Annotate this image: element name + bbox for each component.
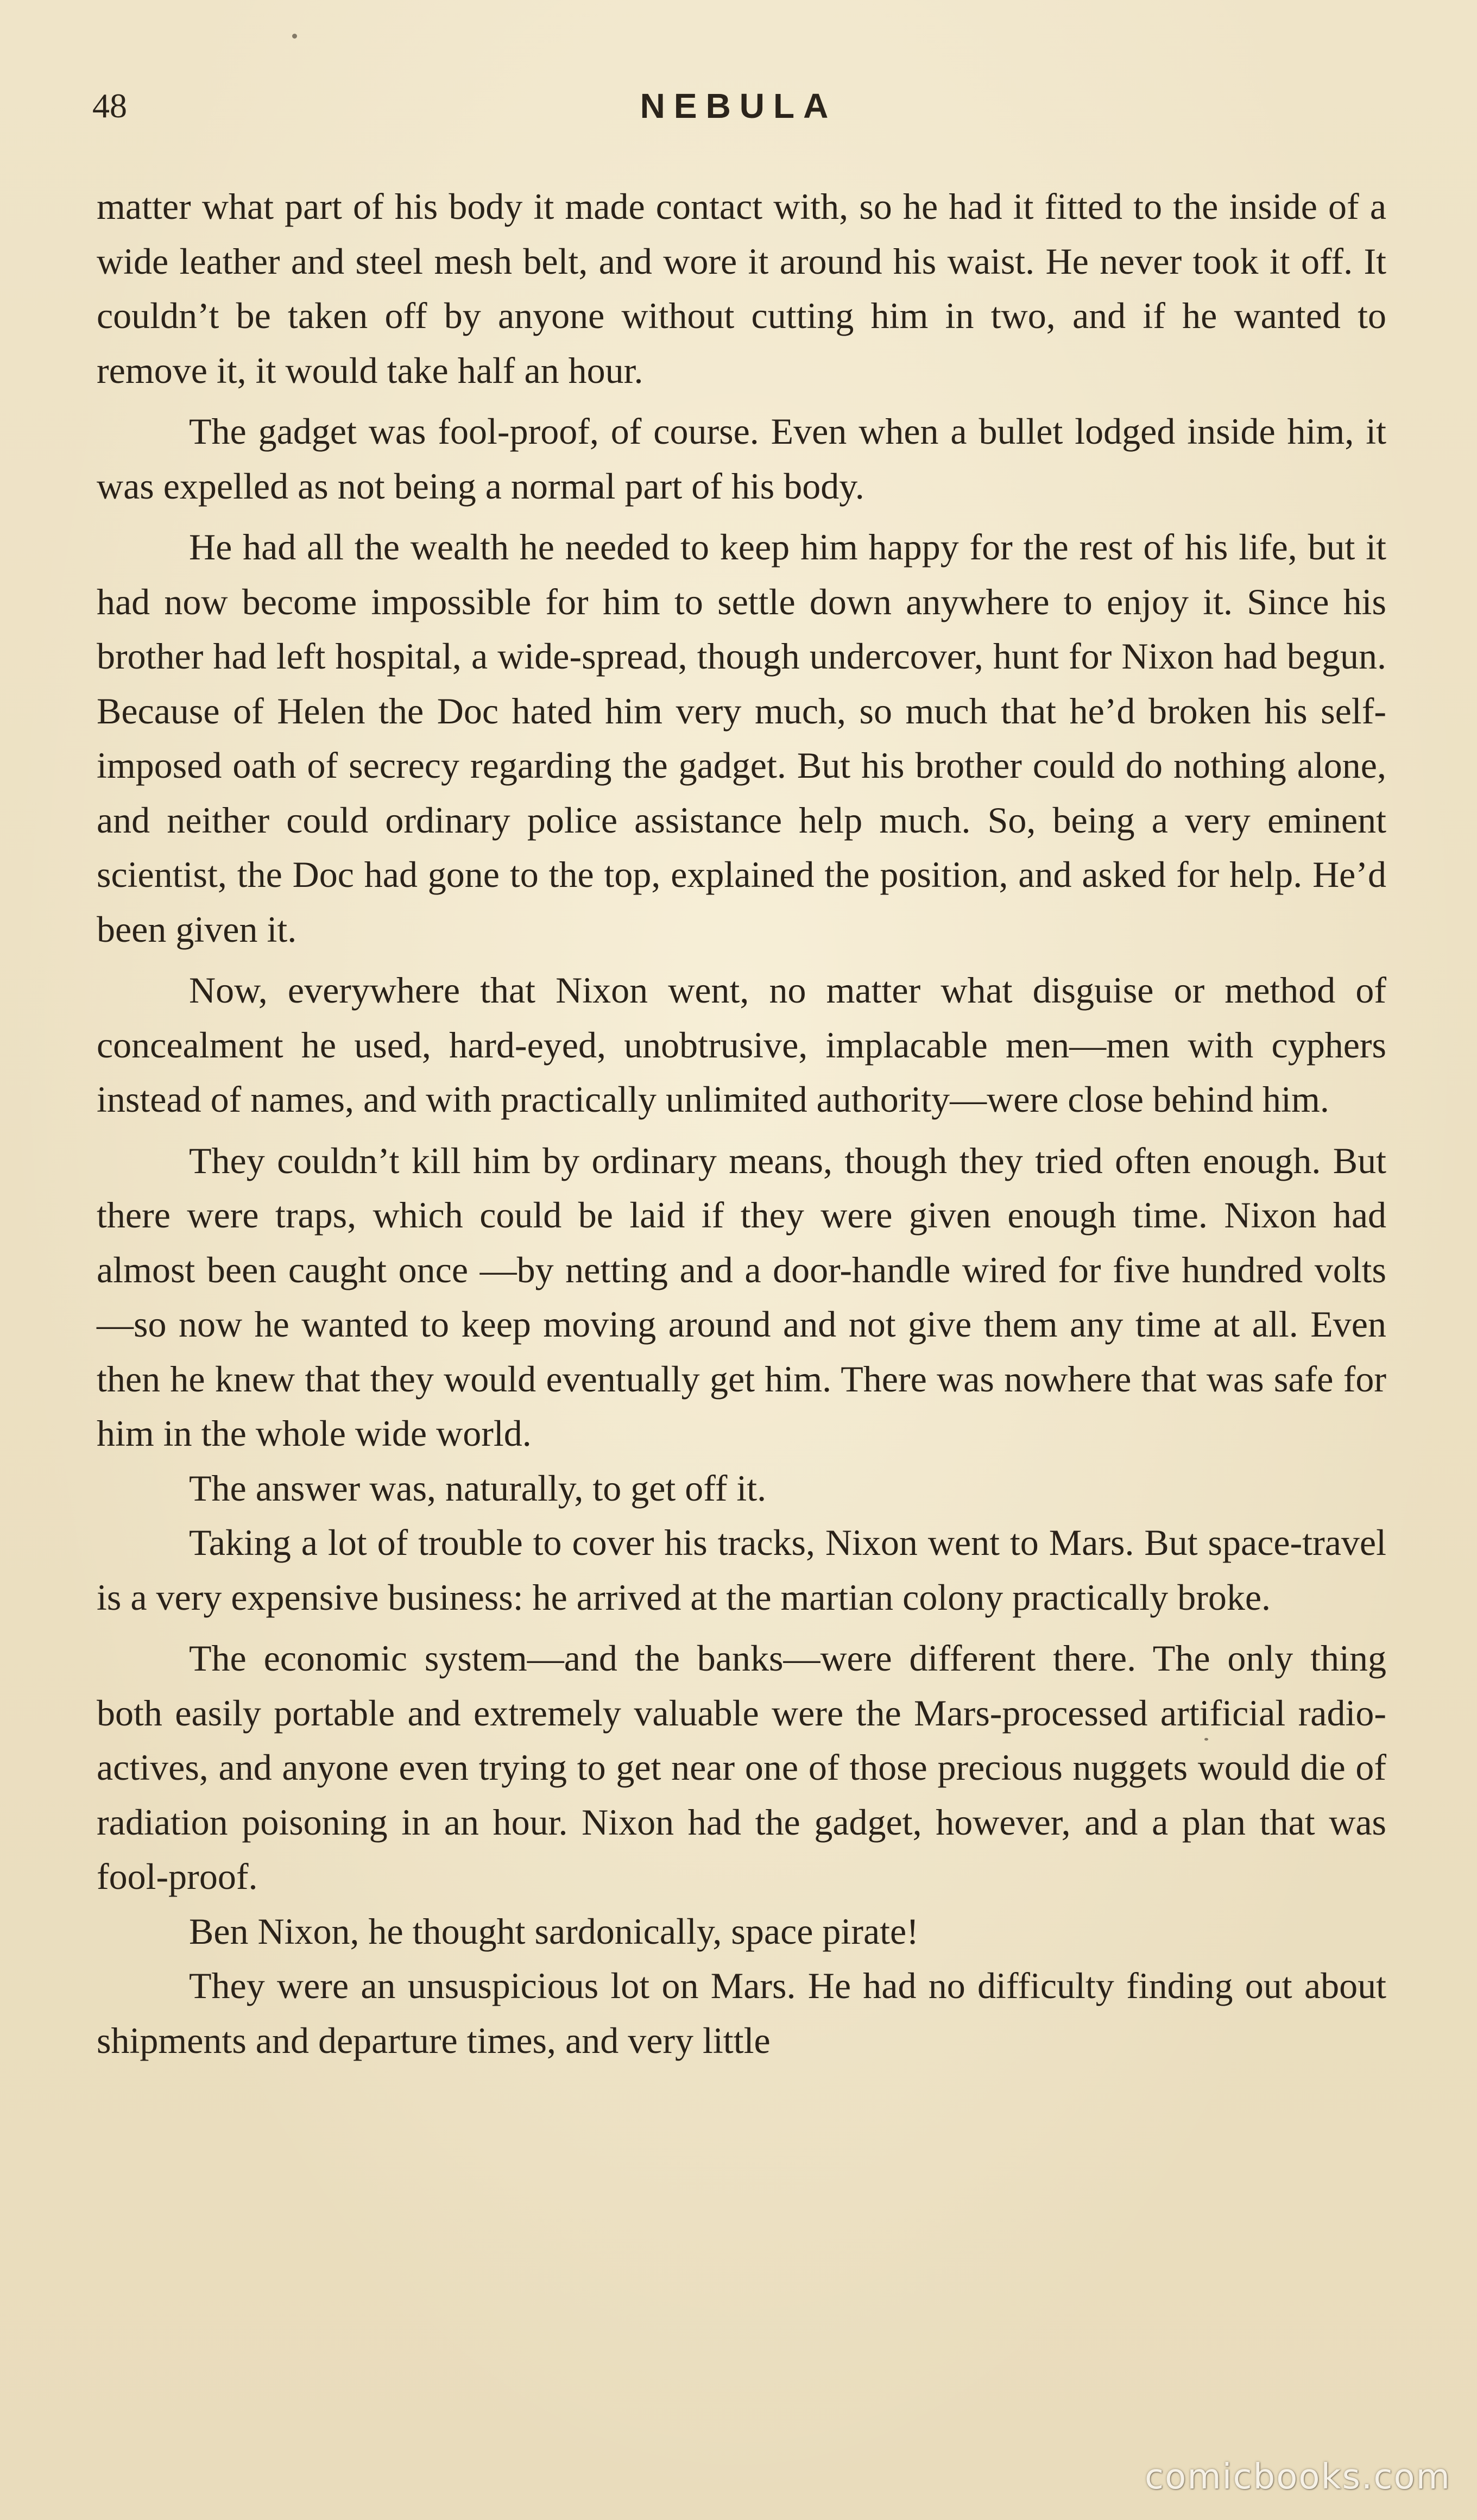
paragraph: He had all the wealth he needed to keep him happy for the rest of his life, but it had now become impossible for him to settle down anywhere to enjoy it. Since his brother had left hospital, a wide-spread, though undercover, hunt for Nixon had begun. Because of Helen the Doc hated him very much, so much that he’d broken his self-imposed oath of secrecy regarding the gadget. But his brother could do nothing alone, and neither could ordinary police assistance help much. So, being a very eminent scientist, the Doc had gone to the top, explained the position, and asked for help. He’d been given it. [97, 526, 1386, 950]
paragraph: Taking a lot of trouble to cover his tracks, Nixon went to Mars. But space-travel is a very expensive business: he arrived at the martian colony practically broke. [97, 1522, 1386, 1618]
page-number: 48 [92, 86, 127, 125]
paragraph: Ben Nixon, he thought sardonically, space pirate! [189, 1910, 919, 1952]
watermark: comicbooks.com [1144, 2457, 1451, 2497]
ink-speck [1204, 1738, 1208, 1741]
paragraph: Now, everywhere that Nixon went, no matter what disguise or method of concealment he used, hard-eyed, unobtrusive, implacable men—men with cyphers instead of names, and with practically unlimited authority—were close behind him. [97, 969, 1386, 1120]
paragraph: The economic system—and the banks—were different there. The only thing both easily portable and extremely valuable were the Mars-processed artificial radio-actives, and anyone even trying to get near one of those precious nuggets would die of radiation poisoning in an hour. Nixon had the gadget, however, and a plan that was fool-proof. [97, 1637, 1386, 1897]
body-text [97, 179, 1386, 2068]
running-head [92, 81, 1385, 130]
paragraph: The answer was, naturally, to get off it. [189, 1467, 767, 1509]
journal-title: NEBULA [640, 86, 837, 125]
ink-speck [292, 34, 297, 39]
paragraph: matter what part of his body it made contact with, so he had it fitted to the inside of a wide leather and steel mesh belt, and wore it around his waist. He never took it off. It couldn’t be taken off by anyone without cutting him in two, and if he wanted to remove it, it would take half an hour. [97, 186, 1386, 391]
paragraph: The gadget was fool-proof, of course. Even when a bullet lodged inside him, it was expelled as not being a normal part of his body. [97, 411, 1386, 507]
paragraph: They couldn’t kill him by ordinary means, though they tried often enough. But there were traps, which could be laid if they were given enough time. Nixon had almost been caught once —by netting and a door-handle wired for five hundred volts—so now he wanted to keep moving around and not give them any time at all. Even then he knew that they would eventually get him. There was nowhere that was safe for him in the whole wide world. [97, 1139, 1386, 1454]
paragraph: They were an unsuspicious lot on Mars. He had no difficulty finding out about shipments and departure times, and very little [97, 1965, 1386, 2061]
